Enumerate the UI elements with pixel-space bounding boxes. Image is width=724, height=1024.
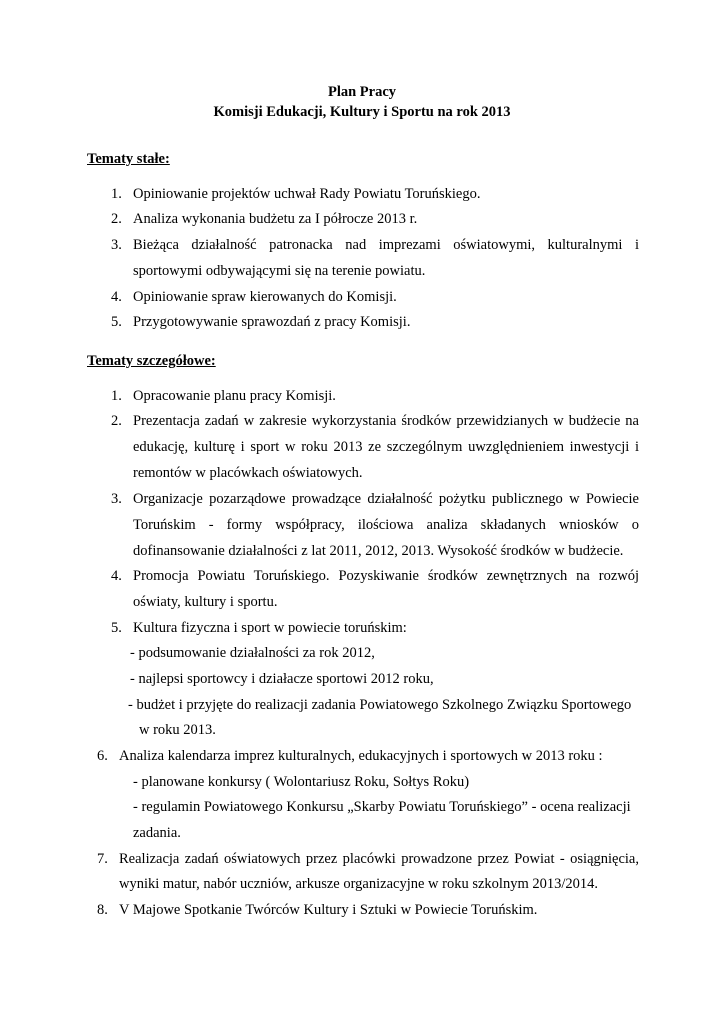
list-number: 2. bbox=[111, 211, 122, 227]
list-number: 7. bbox=[97, 851, 108, 867]
list-number: 8. bbox=[97, 902, 108, 918]
list-item: Opiniowanie projektów uchwał Rady Powiatu Toruńskiego. bbox=[133, 186, 481, 202]
list-item: Prezentacja zadań w zakresie wykorzystania środków przewidzianych w budżecie na bbox=[133, 413, 639, 429]
list-item: Przygotowywanie sprawozdań z pracy Komisji. bbox=[133, 314, 411, 330]
list-item-continuation: oświaty, kultury i sportu. bbox=[133, 594, 278, 610]
list-item: Opracowanie planu pracy Komisji. bbox=[133, 388, 336, 404]
sub-item-continuation: zadania. bbox=[133, 825, 181, 841]
list-number: 1. bbox=[111, 186, 122, 202]
list-item-continuation: Toruńskim - formy współpracy, ilościowa analiza składanych wniosków o bbox=[133, 517, 639, 533]
list-item: Kultura fizyczna i sport w powiecie toruńskim: bbox=[133, 620, 407, 636]
list-item: Realizacja zadań oświatowych przez placówki prowadzone przez Powiat - osiągnięcia, bbox=[119, 851, 639, 867]
list-number: 3. bbox=[111, 491, 122, 507]
list-number: 4. bbox=[111, 289, 122, 305]
list-item: Analiza wykonania budżetu za I półrocze 2013 r. bbox=[133, 211, 418, 227]
list-item-continuation: edukację, kulturę i sport w roku 2013 ze szczególnym uwzględnieniem inwestycji i bbox=[133, 439, 639, 455]
list-item: Promocja Powiatu Toruńskiego. Pozyskiwanie środków zewnętrznych na rozwój bbox=[133, 568, 639, 584]
list-number: 2. bbox=[111, 413, 122, 429]
sub-item: - podsumowanie działalności za rok 2012, bbox=[130, 645, 375, 661]
list-item-continuation: remontów w placówkach oświatowych. bbox=[133, 465, 363, 481]
list-item-continuation: dofinansowanie działalności z lat 2011, 2012, 2013. Wysokość środków w budżecie. bbox=[133, 543, 624, 559]
list-item-continuation: sportowymi odbywającymi się na terenie powiatu. bbox=[133, 263, 426, 279]
list-item: V Majowe Spotkanie Twórców Kultury i Sztuki w Powiecie Toruńskim. bbox=[119, 902, 538, 918]
list-item: Analiza kalendarza imprez kulturalnych, edukacyjnych i sportowych w 2013 roku : bbox=[119, 748, 603, 764]
sub-item: - najlepsi sportowcy i działacze sportowi 2012 roku, bbox=[130, 671, 434, 687]
document-subtitle: Komisji Edukacji, Kultury i Sportu na rok 2013 bbox=[213, 104, 511, 120]
document-title: Plan Pracy bbox=[327, 84, 397, 100]
sub-item: - budżet i przyjęte do realizacji zadania Powiatowego Szkolnego Związku Sportowego bbox=[128, 697, 632, 713]
section-heading-detailed-topics: Tematy szczegółowe: bbox=[87, 353, 216, 369]
sub-item: - planowane konkursy ( Wolontariusz Roku, Sołtys Roku) bbox=[133, 774, 470, 790]
list-item: Opiniowanie spraw kierowanych do Komisji. bbox=[133, 289, 397, 305]
sub-item: - regulamin Powiatowego Konkursu „Skarby Powiatu Toruńskiego” - ocena realizacji bbox=[133, 799, 631, 815]
list-number: 1. bbox=[111, 388, 122, 404]
list-item-continuation: wyniki matur, nabór uczniów, arkusze organizacyjne w roku szkolnym 2013/2014. bbox=[119, 876, 599, 892]
sub-item-continuation: w roku 2013. bbox=[139, 722, 216, 738]
list-number: 5. bbox=[111, 620, 122, 636]
list-item: Organizacje pozarządowe prowadzące działalność pożytku publicznego w Powiecie bbox=[133, 491, 639, 507]
list-item: Bieżąca działalność patronacka nad imprezami oświatowymi, kulturalnymi i bbox=[133, 237, 639, 253]
list-number: 6. bbox=[97, 748, 108, 764]
list-number: 4. bbox=[111, 568, 122, 584]
list-number: 3. bbox=[111, 237, 122, 253]
list-number: 5. bbox=[111, 314, 122, 330]
section-heading-fixed-topics: Tematy stałe: bbox=[87, 151, 170, 167]
